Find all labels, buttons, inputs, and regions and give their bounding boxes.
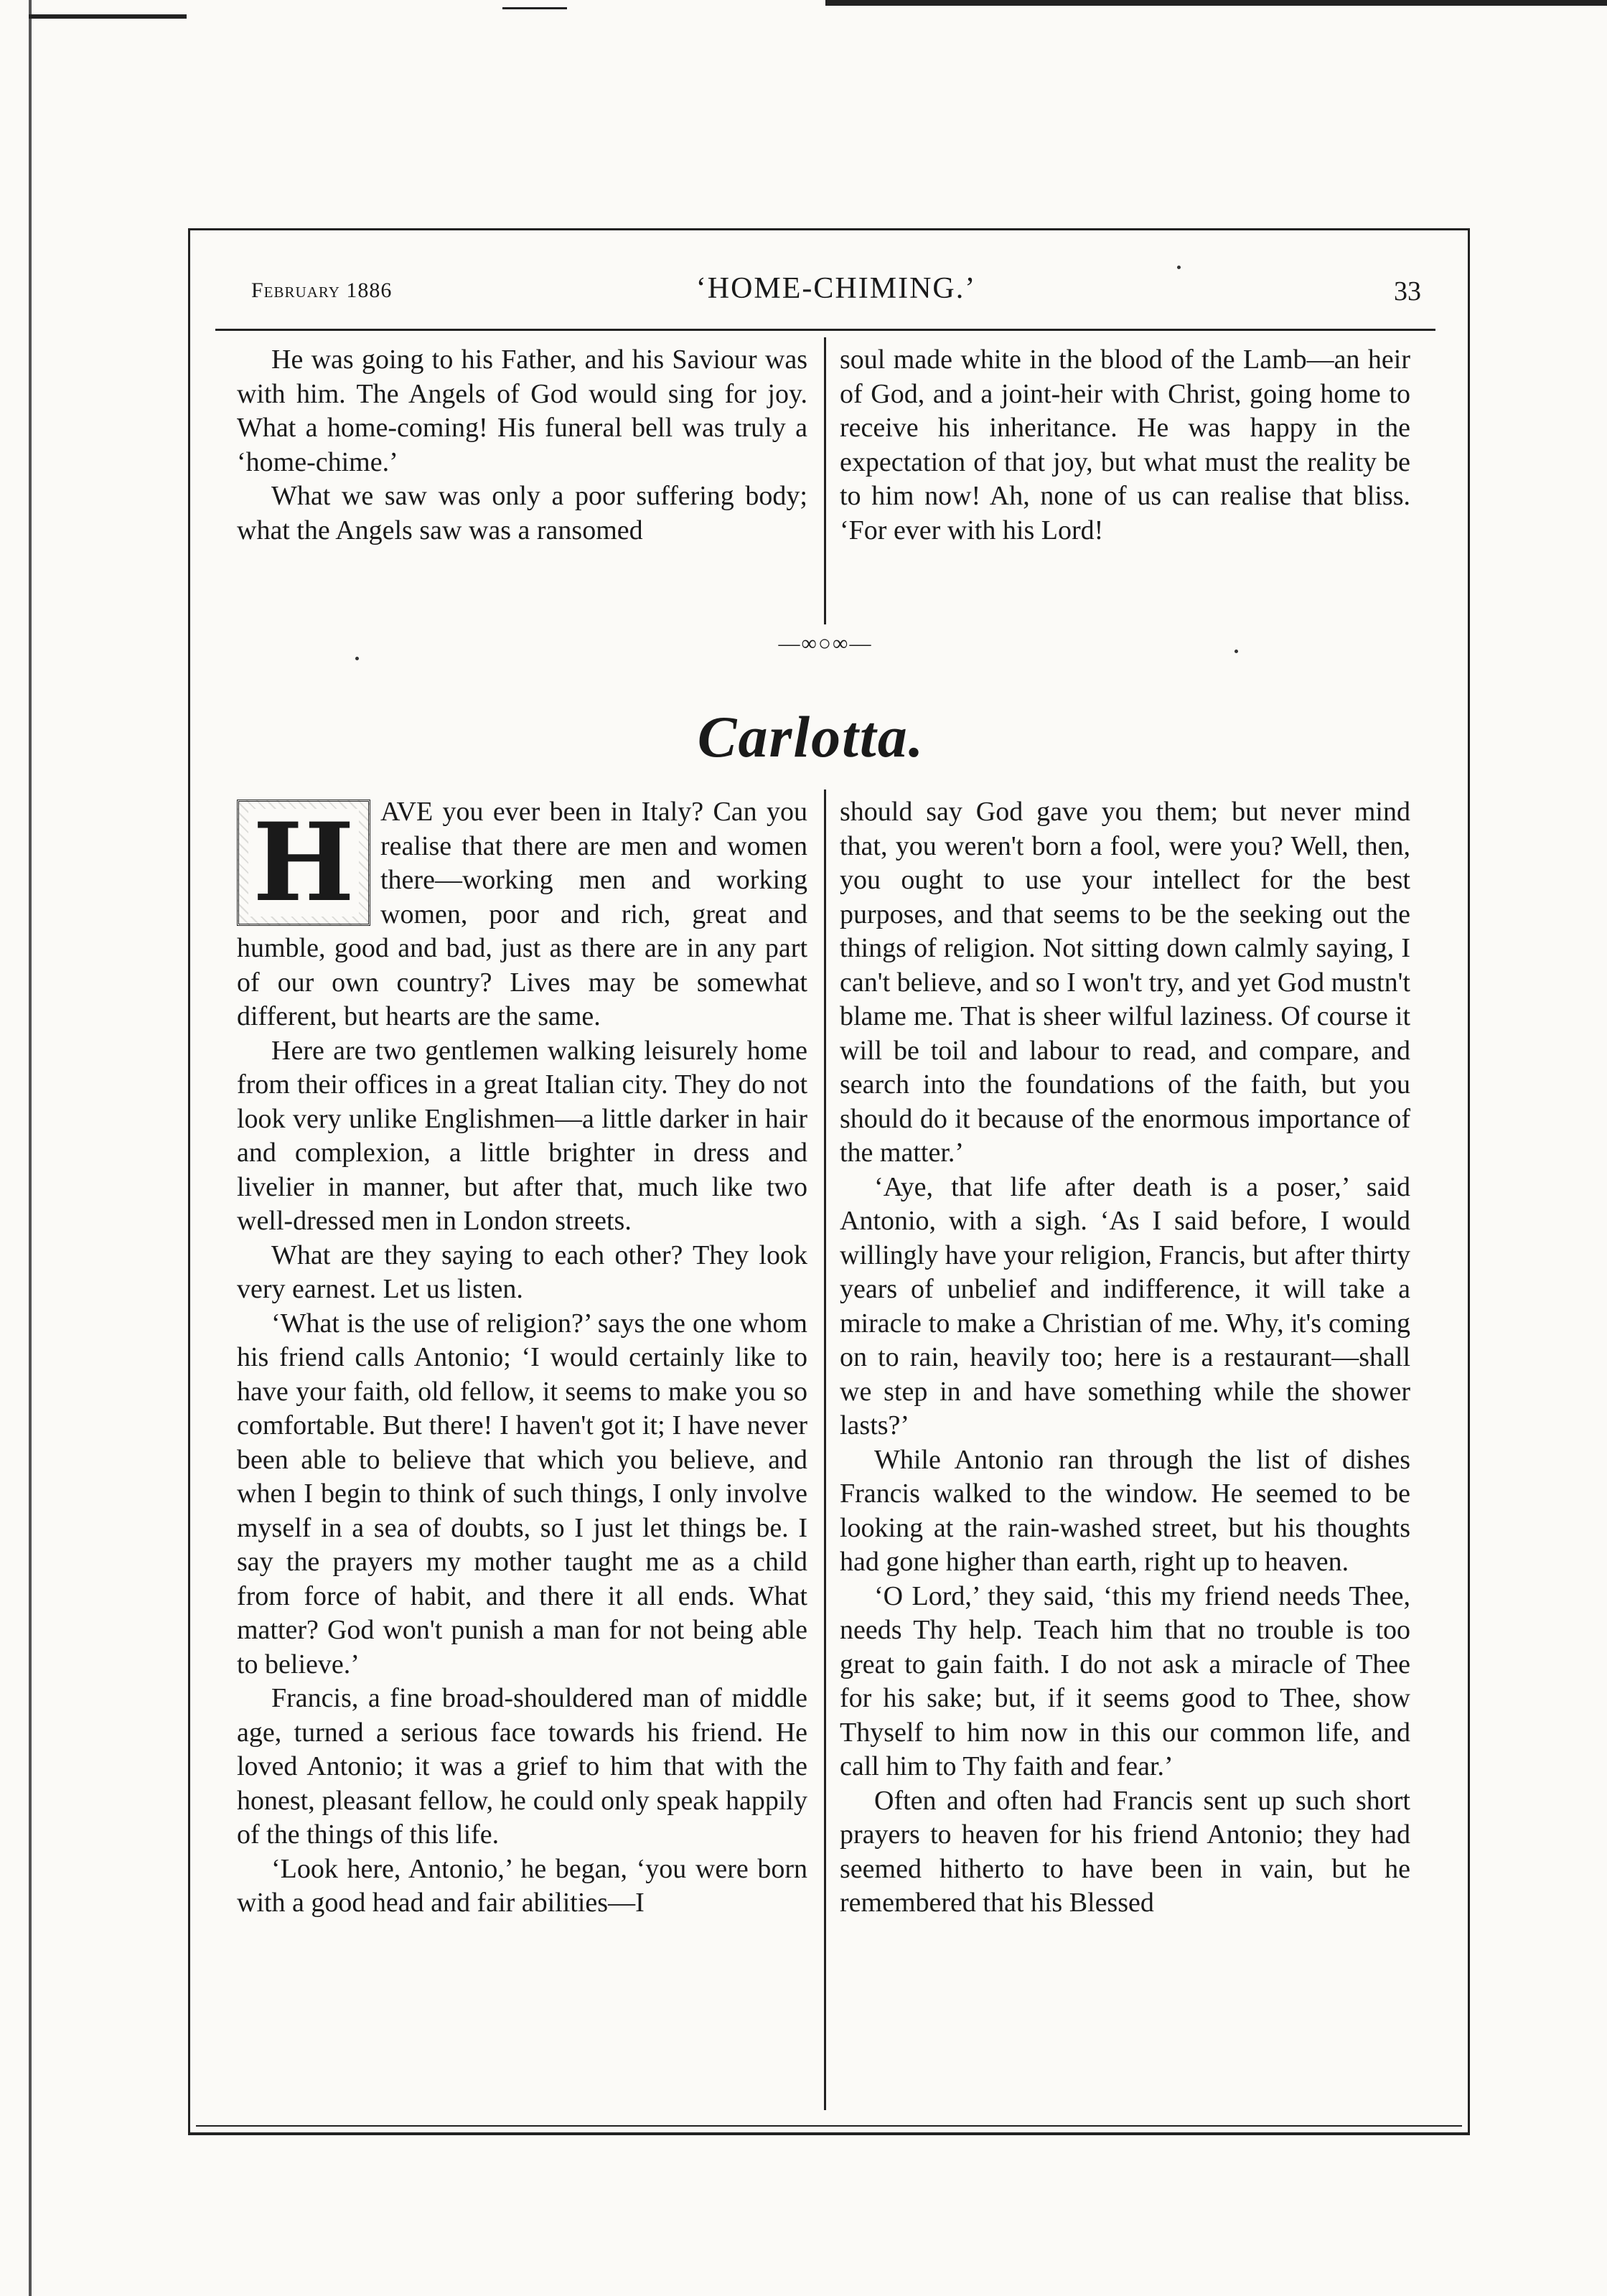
scan-top-mark (825, 0, 1607, 6)
speck (1234, 650, 1238, 653)
prev-article-right-column (840, 343, 1410, 548)
article-right-column (840, 795, 1410, 1921)
paragraph: soul made white in the blood of the Lamb—an heir of God, and a joint-heir with Christ, going home to receive his inheritance. He was happy in the expectation of that joy, but what must the reality be to him now! Ah, none of us can realise that bliss. ‘For ever with his Lord! (840, 345, 1410, 545)
paragraph: Here are two gentlemen walking leisurely home from their offices in a great Italian city. They do not look very unlike Englishmen—a little darker in hair and complexion, a little brighter in dress and livelier in manner, but after that, much like two well-dressed men in London streets. (237, 1035, 807, 1236)
paragraph: While Antonio ran through the list of dishes Francis walked to the window. He seemed to be looking at the rain-washed street, but his thoughts had gone higher than earth, right up to heaven. (840, 1444, 1410, 1577)
speck (1177, 266, 1181, 269)
header-rule (215, 329, 1435, 331)
paragraph: He was going to his Father, and his Saviour was with him. The Angels of God would sing for joy. What a home-coming! His funeral bell was truly a ‘home-chime.’ (237, 345, 807, 477)
article-title: Carlotta. (697, 704, 925, 769)
section-separator: —∞○∞— (778, 632, 873, 655)
column-divider (824, 789, 826, 2110)
header-date: February 1886 (251, 278, 393, 302)
paragraph: Often and often had Francis sent up such short prayers to heaven for his friend Antonio; they had seemed hitherto to have been in vain, but he remembered that his Blessed (840, 1785, 1410, 1918)
paragraph: What we saw was only a poor suffering body; what the Angels saw was a ransomed (237, 481, 807, 545)
paragraph: should say God gave you them; but never mind that, you weren't born a fool, were you? Well, then, you ought to use your intellect for the best purposes, and that seems to be the seeking out the things of religion. Not sitting down calmly saying, I can't believe, and so I won't try, and yet God mustn't blame me. That is sheer wilful laziness. Of course it will be toil and labour to read, and compare, and search into the foundations of the faith, but you should do it because of the enormous importance of the matter.’ (840, 797, 1410, 1168)
paragraph: ‘Aye, that life after death is a poser,’ said Antonio, with a sigh. ‘As I said before, I would willingly have your religion, Francis, but after thirty years of unbelief and indifference, it will take a miracle to make a Christian of me. Why, it's coming on to rain, heavily too; here is a restaurant—shall we step in and have something while the shower lasts?’ (840, 1171, 1410, 1440)
scan-edge-line (29, 0, 32, 2296)
drop-cap: H (237, 800, 370, 926)
paragraph: What are they saying to each other? They look very earnest. Let us listen. (237, 1240, 807, 1304)
paragraph: ‘What is the use of religion?’ says the one whom his friend calls Antonio; ‘I would certainly like to have your faith, old fellow, it seems to make you so comfortable. But there! I haven't got it; I have never been able to believe that which you believe, and when I begin to think of such things, I only involve myself in a sea of doubts, so I just let things be. I say the prayers my mother taught me as a child from force of habit, and there it all ends. What matter? God won't punish a man for not being able to believe.’ (237, 1308, 807, 1679)
column-divider (824, 337, 826, 624)
header-title: ‘HOME-CHIMING.’ (695, 272, 977, 305)
paragraph: H AVE you ever been in Italy? Can you realise that there are men and women there—working men and working women, poor and rich, great and humble, good and bad, just as there are in any part of our own country? Lives may be somewhat different, but hearts are the same. (237, 797, 807, 1031)
page-number: 33 (1394, 276, 1421, 306)
article-left-column (237, 795, 807, 1921)
paragraph: ‘Look here, Antonio,’ he began, ‘you were born with a good head and fair abilities—I (237, 1853, 807, 1918)
scan-top-mark (29, 14, 187, 19)
running-header (251, 271, 1421, 314)
paragraph: ‘O Lord,’ they said, ‘this my friend needs Thee, needs Thy help. Teach him that no trouble is too great to gain faith. I do not ask a miracle of Thee for his sake; but, if it seems good to Thee, show Thyself to him now in this our common life, and call him to Thy faith and fear.’ (840, 1580, 1410, 1781)
scan-top-mark (502, 7, 567, 9)
prev-article-left-column (237, 343, 807, 548)
speck (355, 657, 359, 660)
paragraph: Francis, a fine broad-shouldered man of middle age, turned a serious face towards his friend. He loved Antonio; it was a grief to him that with the honest, pleasant fellow, he could only speak happily of the things of this life. (237, 1683, 807, 1850)
